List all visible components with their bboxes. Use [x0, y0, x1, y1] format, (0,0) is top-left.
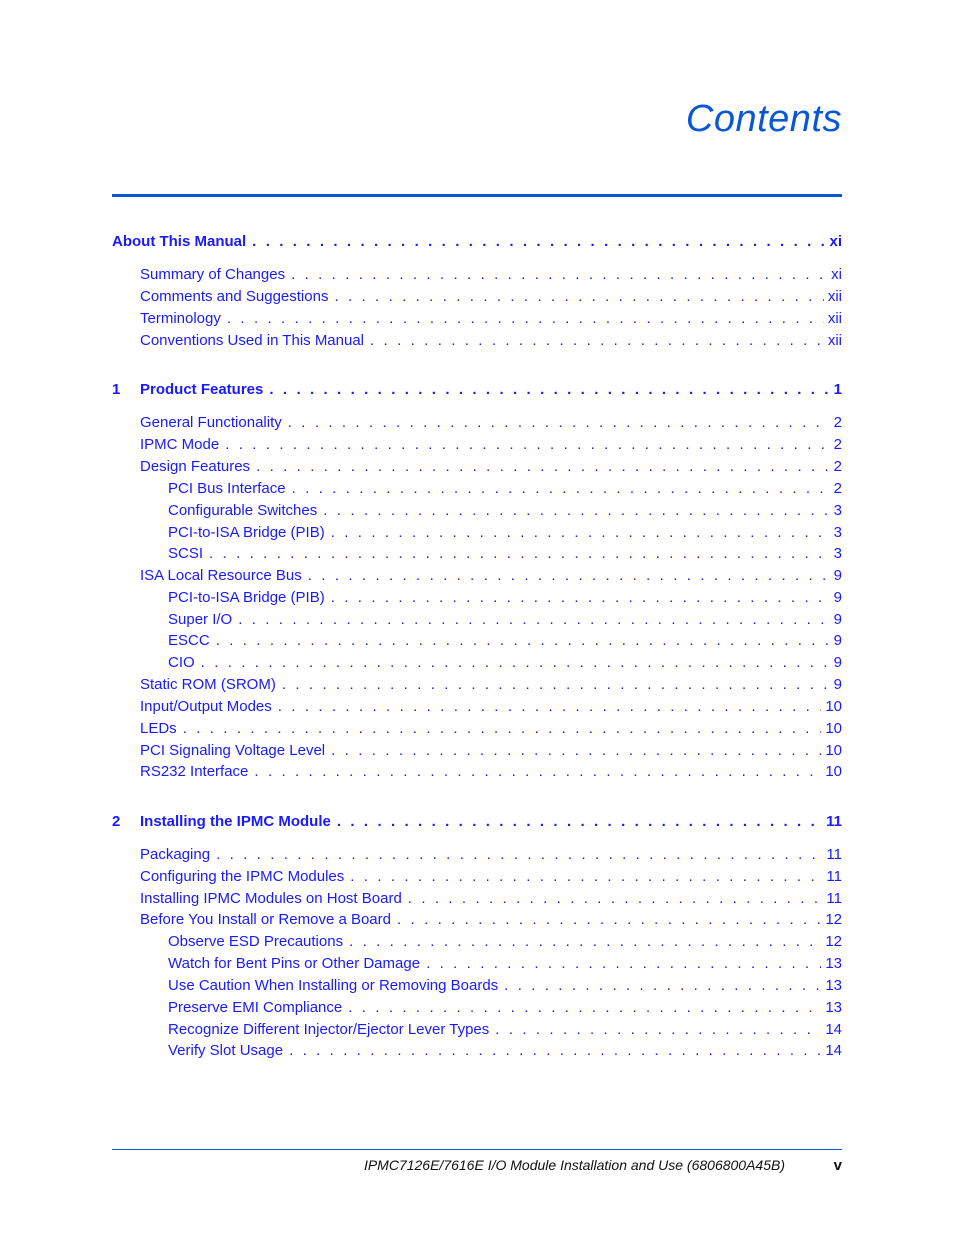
toc-entry[interactable]	[140, 890, 842, 910]
toc-page-number: 14	[825, 1021, 842, 1038]
toc-leader-dots	[504, 977, 821, 994]
toc-page-number: xii	[827, 332, 842, 349]
toc-page-number: xi	[831, 266, 842, 283]
toc-entry-label: PCI Signaling Voltage Level	[140, 742, 326, 759]
toc-entry-label: Summary of Changes	[140, 266, 286, 283]
toc-entry[interactable]	[140, 868, 842, 888]
toc-leader-dots	[225, 436, 829, 453]
toc-page-number: 2	[833, 480, 842, 497]
toc-entry-label: General Functionality	[140, 414, 282, 431]
toc-leader-dots	[331, 589, 830, 606]
toc-entry-label: Observe ESD Precautions	[168, 933, 344, 950]
toc-leader-dots	[227, 310, 824, 327]
toc-page-number: xi	[829, 233, 842, 250]
toc-entry[interactable]	[168, 1042, 842, 1062]
toc-page-number: 13	[825, 977, 842, 994]
toc-entry[interactable]	[140, 763, 842, 783]
toc-leader-dots	[323, 502, 829, 519]
toc-page-number: 10	[825, 742, 842, 759]
toc-entry-label: Verify Slot Usage	[168, 1042, 284, 1059]
toc-leader-dots	[288, 414, 830, 431]
toc-leader-dots	[334, 288, 823, 305]
toc-entry[interactable]	[168, 502, 842, 522]
toc-entry[interactable]	[168, 611, 842, 631]
toc-entry-label: CIO	[168, 654, 195, 671]
title-rule	[112, 194, 842, 197]
toc-page-number: xii	[827, 288, 842, 305]
toc-entry[interactable]	[140, 720, 842, 740]
toc-leader-dots	[278, 698, 822, 715]
toc-chapter-entry[interactable]	[112, 813, 842, 833]
toc-page-number: 11	[826, 846, 842, 863]
toc-leader-dots	[256, 458, 830, 475]
toc-entry-label: Conventions Used in This Manual	[140, 332, 365, 349]
toc-leader-dots	[337, 813, 822, 830]
toc-page-number: 9	[833, 589, 842, 606]
toc-leader-dots	[216, 846, 822, 863]
toc-entry-label: SCSI	[168, 545, 204, 562]
toc-leader-dots	[350, 868, 822, 885]
toc-page-number: 11	[826, 890, 842, 907]
toc-page-number: 13	[825, 999, 842, 1016]
toc-entry-label: Product Features	[140, 381, 264, 398]
toc-leader-dots	[291, 266, 827, 283]
toc-page-number: 10	[825, 763, 842, 780]
toc-entry-label: Input/Output Modes	[140, 698, 272, 715]
toc-entry-label: Before You Install or Remove a Board	[140, 911, 391, 928]
toc-entry[interactable]	[168, 977, 842, 997]
toc-leader-dots	[254, 763, 821, 780]
footer-rule	[112, 1149, 842, 1150]
toc-page-number: xii	[827, 310, 842, 327]
toc-entry[interactable]	[168, 654, 842, 674]
toc-entry[interactable]	[140, 310, 842, 330]
toc-page-number: 9	[833, 676, 842, 693]
toc-chapter-entry[interactable]	[112, 381, 842, 401]
toc-leader-dots	[238, 611, 829, 628]
toc-entry-label: Terminology	[140, 310, 221, 327]
toc-page-number: 3	[833, 524, 842, 541]
toc-entry[interactable]	[140, 414, 842, 434]
page-title: Contents	[685, 98, 842, 140]
toc-page-number: 9	[833, 567, 842, 584]
toc-entry-label: Design Features	[140, 458, 251, 475]
toc-leader-dots	[331, 742, 821, 759]
toc-leader-dots	[348, 999, 821, 1016]
toc-leader-dots	[282, 676, 830, 693]
toc-entry[interactable]	[168, 999, 842, 1019]
toc-entry-label: Configuring the IPMC Modules	[140, 868, 345, 885]
toc-entry[interactable]	[168, 1021, 842, 1041]
toc-entry[interactable]	[168, 524, 842, 544]
toc-leader-dots	[201, 654, 830, 671]
toc-leader-dots	[292, 480, 830, 497]
toc-leader-dots	[349, 933, 821, 950]
toc-page-number: 10	[825, 698, 842, 715]
toc-page-number: 3	[833, 545, 842, 562]
toc-leader-dots	[269, 381, 829, 398]
toc-entry[interactable]	[140, 567, 842, 587]
toc-entry[interactable]	[168, 955, 842, 975]
footer-page-number: v	[833, 1157, 842, 1174]
toc-chapter-entry[interactable]	[112, 233, 842, 253]
toc-leader-dots	[370, 332, 824, 349]
toc-page-number: 2	[833, 436, 842, 453]
toc-entry-label: PCI-to-ISA Bridge (PIB)	[168, 524, 325, 541]
toc-leader-dots	[216, 632, 830, 649]
toc-leader-dots	[209, 545, 830, 562]
toc-entry-label: Watch for Bent Pins or Other Damage	[168, 955, 421, 972]
toc-leader-dots	[308, 567, 830, 584]
toc-entry-label: Comments and Suggestions	[140, 288, 329, 305]
toc-entry-label: Configurable Switches	[168, 502, 318, 519]
toc-page-number: 12	[825, 933, 842, 950]
toc-entry-label: Packaging	[140, 846, 211, 863]
toc-page-number: 13	[825, 955, 842, 972]
toc-entry-label: Installing IPMC Modules on Host Board	[140, 890, 402, 907]
toc-entry-label: Recognize Different Injector/Ejector Lever Types	[168, 1021, 490, 1038]
toc-page-number: 2	[833, 458, 842, 475]
toc-entry-label: ESCC	[168, 632, 210, 649]
toc-entry-label: Super I/O	[168, 611, 233, 628]
toc-page-number: 11	[826, 868, 842, 885]
toc-entry[interactable]	[140, 436, 842, 456]
toc-leader-dots	[289, 1042, 821, 1059]
footer-doc-title: IPMC7126E/7616E I/O Module Installation and Use (6806800A45B)	[363, 1157, 785, 1173]
toc-leader-dots	[331, 524, 830, 541]
toc-entry[interactable]	[140, 266, 842, 286]
toc-leader-dots	[183, 720, 822, 737]
toc-entry-label: IPMC Mode	[140, 436, 220, 453]
toc-entry-label: PCI-to-ISA Bridge (PIB)	[168, 589, 325, 606]
toc-entry[interactable]	[140, 911, 842, 931]
toc-entry[interactable]	[140, 698, 842, 718]
toc-entry[interactable]	[140, 846, 842, 866]
toc-page-number: 9	[833, 611, 842, 628]
toc-entry[interactable]	[140, 676, 842, 696]
toc-entry[interactable]	[168, 545, 842, 565]
toc-page-number: 11	[826, 813, 842, 830]
toc-entry-label: Installing the IPMC Module	[140, 813, 331, 830]
toc-page-number: 2	[833, 414, 842, 431]
toc-entry[interactable]	[168, 933, 842, 953]
toc-entry[interactable]	[140, 332, 842, 352]
toc-entry-label: PCI Bus Interface	[168, 480, 286, 497]
toc-leader-dots	[397, 911, 821, 928]
toc-entry-label: Static ROM (SROM)	[140, 676, 276, 693]
toc-entry[interactable]	[168, 589, 842, 609]
toc-leader-dots	[252, 233, 825, 250]
toc-page-number: 10	[825, 720, 842, 737]
toc-entry-label: Preserve EMI Compliance	[168, 999, 343, 1016]
toc-entry[interactable]	[140, 458, 842, 478]
toc-page-number: 9	[833, 654, 842, 671]
toc-page-number: 9	[833, 632, 842, 649]
toc-page-number: 1	[833, 381, 842, 398]
toc-entry-label: Use Caution When Installing or Removing Boards	[168, 977, 499, 994]
toc-entry[interactable]	[140, 288, 842, 308]
toc-entry[interactable]	[168, 632, 842, 652]
toc-page-number: 12	[825, 911, 842, 928]
toc-chapter-number: 1	[112, 381, 121, 398]
toc-leader-dots	[495, 1021, 821, 1038]
toc-entry-label: LEDs	[140, 720, 177, 737]
toc-chapter-number: 2	[112, 813, 121, 830]
toc-page-number: 3	[833, 502, 842, 519]
toc-entry[interactable]	[168, 480, 842, 500]
toc-entry-label: RS232 Interface	[140, 763, 249, 780]
toc-entry[interactable]	[140, 742, 842, 762]
toc-page-number: 14	[825, 1042, 842, 1059]
toc-leader-dots	[408, 890, 823, 907]
toc-entry-label: About This Manual	[112, 233, 247, 250]
toc-entry-label: ISA Local Resource Bus	[140, 567, 302, 584]
toc-leader-dots	[426, 955, 821, 972]
